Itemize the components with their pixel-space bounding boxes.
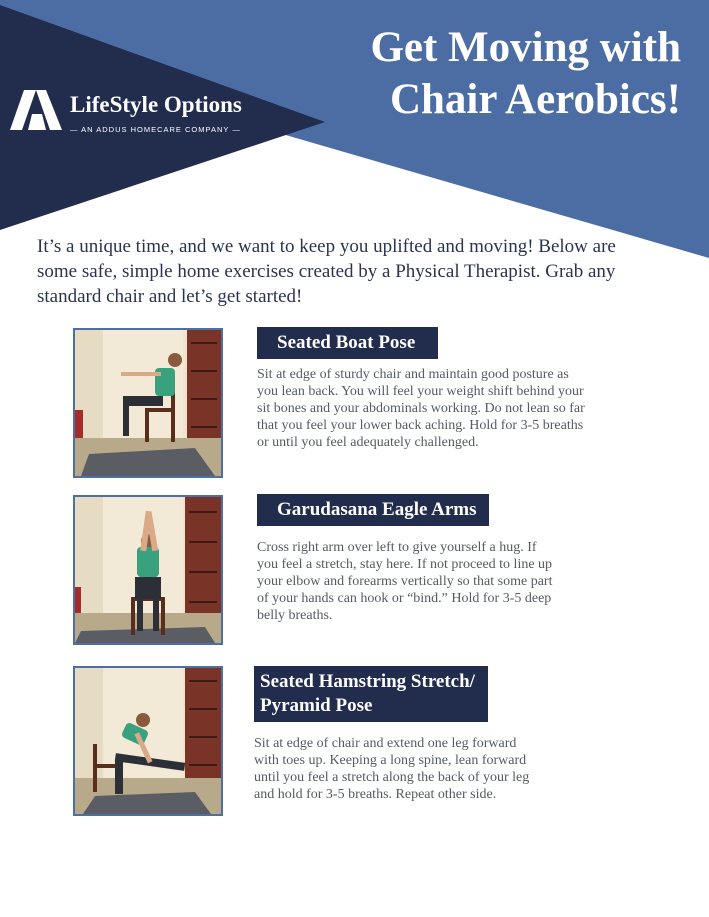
page-title [301, 22, 681, 126]
exercise-description-seated-boat-pose: Sit at edge of sturdy chair and maintain good posture as you lean back. You will feel your weight shift behind your sit bones and your abdominals working. Do not lean so far that you feel your lower back aching. Hold for 3-5 breaths or until you feel adequately challenged. [257, 367, 585, 450]
exercise-description-hamstring-stretch: Sit at edge of chair and extend one leg forward with toes up. Keeping a long spine, lean forward until you feel a stretch along the back of your leg and hold for 3-5 breaths. Repeat other side. [254, 736, 530, 802]
exercise-photo-eagle-arms [73, 495, 223, 645]
exercise-title-eagle-arms: Garudasana Eagle Arms [257, 494, 489, 526]
exercise-title-hamstring-line-1: Seated Hamstring Stretch/ [260, 671, 475, 692]
exercise-photo-seated-boat-pose [73, 328, 223, 478]
page-title-line-1: Get Moving with [370, 24, 681, 71]
exercise-title-seated-boat-pose: Seated Boat Pose [257, 327, 438, 359]
brand-tagline: — AN ADDUS HOMECARE COMPANY — [70, 125, 241, 134]
intro-paragraph: It’s a unique time, and we want to keep you uplifted and moving! Below are some safe, simple home exercises created by a Physical Therapist. Grab any standard chair and let’s get started! [37, 236, 616, 307]
lifestyle-logo-icon [10, 88, 62, 130]
page-title-line-2: Chair Aerobics! [389, 76, 681, 123]
exercise-photo-hamstring-stretch [73, 666, 223, 816]
exercise-description-eagle-arms: Cross right arm over left to give yourself a hug. If you feel a stretch, stay here. If not proceed to line up your elbow and forearms vertically so that some part of your hands can hook or “bind.” Hold for 3-5 deep belly breaths. [257, 540, 553, 623]
brand-name: LifeStyle Options [70, 92, 242, 117]
exercise-title-hamstring-line-2: Pyramid Pose [260, 695, 373, 716]
exercise-title-hamstring-stretch [254, 666, 488, 722]
